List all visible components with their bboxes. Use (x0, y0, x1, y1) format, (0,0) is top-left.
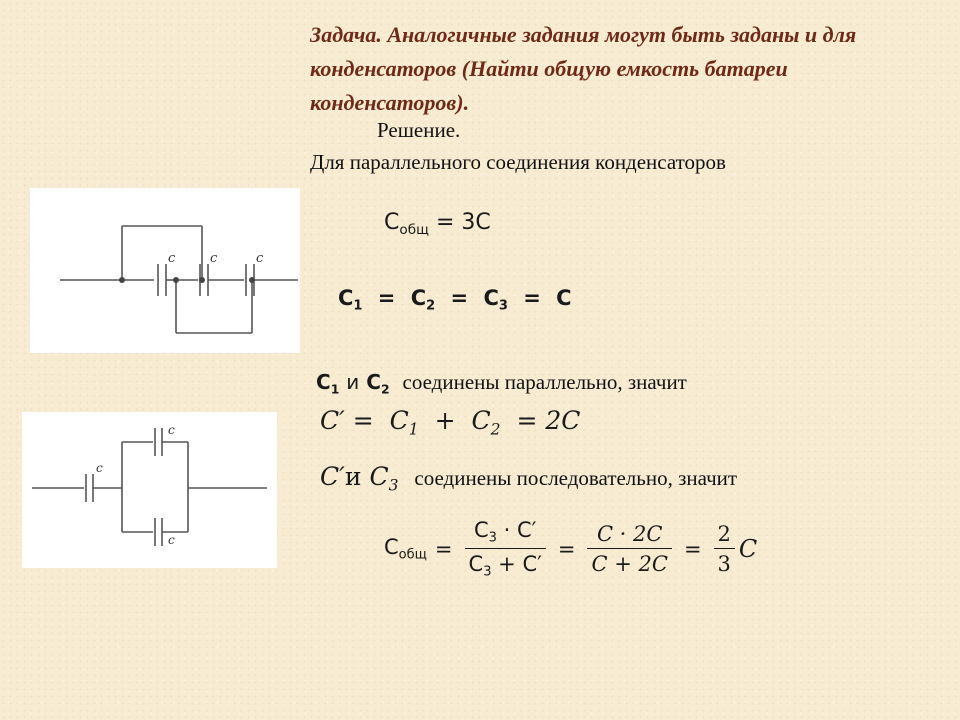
numerator (470, 518, 540, 548)
task-statement: Задача. Аналогичные задания могут быть заданы и для конденсаторов (Найти общую емкость батареи конденсаторов). (310, 22, 857, 115)
symbol-c: C (389, 406, 409, 435)
rhs: = 2C (516, 406, 581, 435)
equals-sign: = (557, 536, 576, 561)
capacitor-label: c (168, 423, 175, 437)
solution-heading: Решение. (377, 118, 461, 142)
numerator: 2 (717, 521, 731, 546)
subscript: 2 (426, 298, 436, 314)
subscript: 3 (388, 476, 399, 495)
symbol-c: C (738, 534, 758, 563)
formula-capacitances-equal (338, 286, 572, 314)
symbol-c: C (384, 534, 399, 559)
denominator-rest: + C′ (498, 551, 542, 576)
equals-sign: = (377, 286, 396, 310)
series-text: соединены последовательно, значит (414, 466, 738, 490)
fraction-3 (714, 522, 735, 576)
subscript: 1 (408, 420, 419, 439)
numerator-rest: · C′ (503, 518, 537, 542)
parallel-intro: Для параллельного соединения конденсаторов (310, 150, 726, 174)
formula-final (384, 518, 757, 579)
lhs (384, 535, 427, 563)
fraction-1 (465, 518, 546, 579)
subscript: 1 (330, 381, 340, 397)
conjunction: и (346, 370, 360, 394)
series-statement (320, 462, 737, 494)
plus-sign: + (434, 406, 456, 435)
junction-dot (249, 277, 255, 283)
subscript: 2 (380, 381, 390, 397)
subscript-total: общ (399, 221, 429, 238)
capacitor-label: c (96, 461, 103, 475)
lhs: C′ = (320, 406, 374, 435)
circuit-diagram-2 (22, 412, 277, 568)
denominator: 3 (714, 548, 735, 576)
parallel-statement (316, 370, 687, 396)
junction-dot (199, 277, 205, 283)
symbol-c: C (338, 286, 354, 310)
subscript: 2 (490, 420, 501, 439)
equals-sign: = (683, 536, 702, 561)
equals-sign: = (434, 536, 453, 561)
capacitor-label: c (168, 251, 176, 266)
junction-dot (119, 277, 125, 283)
circuit-2-svg (22, 412, 277, 568)
capacitor-label: c (256, 251, 264, 266)
capacitor-label: c (210, 251, 218, 266)
subscript: 1 (353, 298, 363, 314)
equals-sign: = (523, 286, 541, 310)
symbol-c: C (384, 210, 400, 235)
symbol-c: C (410, 286, 427, 310)
value: = 3C (435, 210, 491, 235)
subscript: 3 (498, 298, 508, 314)
capacitor-label: c (168, 533, 175, 547)
fraction-2 (587, 522, 671, 576)
junction-dot (173, 277, 179, 283)
symbol-c: C (471, 406, 491, 435)
symbol-c: C (369, 462, 389, 491)
symbol-c: C (556, 286, 572, 310)
parallel-text: соединены параллельно, значит (402, 370, 687, 394)
cprime-c3-label (320, 462, 406, 495)
conjunction: и (344, 462, 362, 491)
formula-c-total-parallel (384, 210, 491, 238)
subscript: 3 (483, 564, 492, 580)
numerator: C · 2C (596, 521, 663, 546)
symbol-c: C (468, 551, 484, 576)
symbol-c: C (316, 370, 331, 394)
symbol-c: C (483, 286, 499, 310)
circuit-diagram-1 (30, 188, 300, 353)
symbol-c: C (473, 518, 489, 542)
equals-sign: = (450, 286, 469, 310)
subscript: 3 (488, 530, 497, 546)
circuit-1-svg (30, 188, 300, 353)
c1-c2-label (316, 370, 397, 397)
symbol-c: C (366, 370, 381, 394)
denominator (465, 548, 546, 580)
subscript-total: общ (398, 547, 427, 563)
symbol-c-prime: C′ (320, 462, 345, 491)
denominator: C + 2C (587, 548, 671, 576)
formula-c-prime (320, 406, 580, 438)
